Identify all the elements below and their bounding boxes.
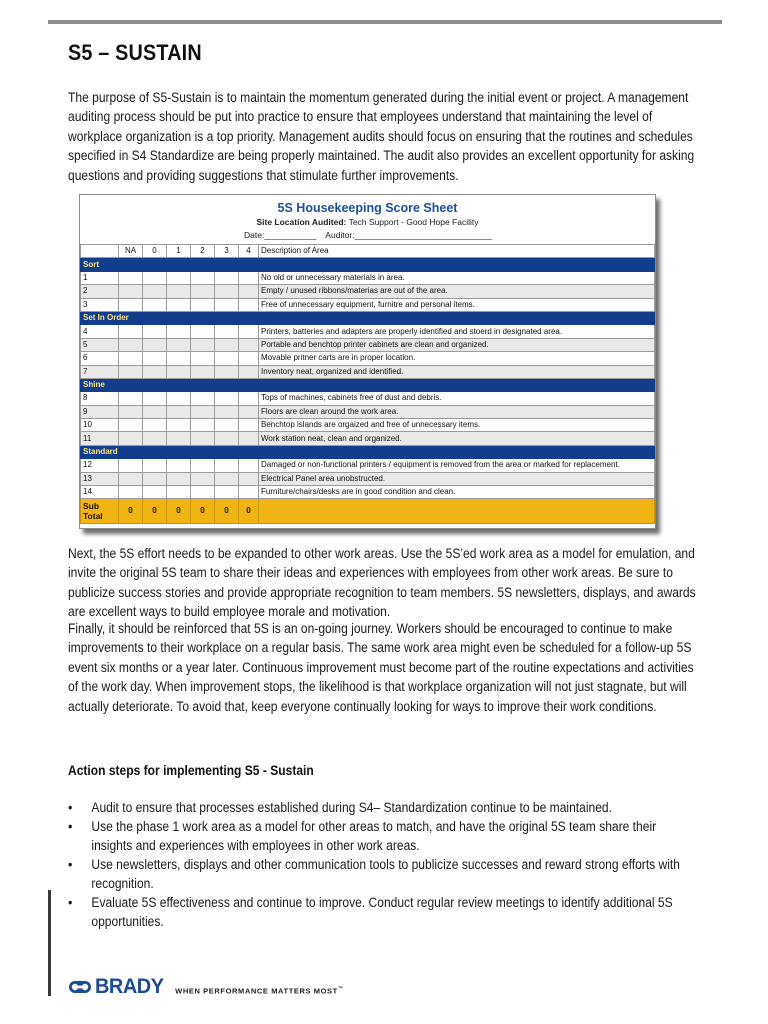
table-row <box>81 298 655 311</box>
score-cell <box>119 365 143 378</box>
column-header: 4 <box>239 245 259 258</box>
list-item: • Use newsletters, displays and other communication tools to publicize successes and reward strong efforts with recognition. <box>68 855 689 893</box>
trademark-mark: ™ <box>337 986 344 993</box>
score-cell <box>239 365 259 378</box>
subtotal-value: 0 <box>119 499 143 524</box>
subtotal-value: 0 <box>239 499 259 524</box>
item-number: 7 <box>81 365 119 378</box>
score-cell <box>239 338 259 351</box>
score-cell <box>119 432 143 445</box>
item-number: 2 <box>81 285 119 298</box>
item-number: 6 <box>81 352 119 365</box>
item-number: 12 <box>81 459 119 472</box>
score-cell <box>143 271 167 284</box>
score-cell <box>239 352 259 365</box>
subtotal-filler <box>259 499 655 524</box>
item-number: 1 <box>81 271 119 284</box>
section-row <box>81 258 655 271</box>
score-cell <box>239 405 259 418</box>
score-cell <box>119 271 143 284</box>
score-cell <box>191 472 215 485</box>
score-sheet-header <box>80 195 655 244</box>
score-table <box>80 244 655 524</box>
column-header: Description of Area <box>259 245 655 258</box>
site-location-value: Tech Support - Good Hope Facility <box>348 217 479 227</box>
table-header-row <box>81 245 655 258</box>
score-cell <box>191 325 215 338</box>
journey-paragraph: Finally, it should be reinforced that 5S is an on-going journey. Workers should be encouraged to continue to make improvements to their workplace on a regular basis. The same work area might even be scheduled for a follow-up 5S event six months or a year later. Continuous improvement must become part of the routine expectations and activities of the work day. When improvement stops, the likelihood is that workplace organization will not just stagnate, but will actually deteriorate. To avoid that, keep everyone continually looking for ways to improve their work conditions. <box>68 621 694 714</box>
section-row <box>81 311 655 324</box>
margin-bar <box>48 890 51 996</box>
score-cell <box>143 432 167 445</box>
score-cell <box>215 459 239 472</box>
score-cell <box>191 271 215 284</box>
section-label: Set In Order <box>81 311 655 324</box>
score-cell <box>239 271 259 284</box>
item-description: Printers, batteries and adapters are properly identified and stoerd in designated area. <box>259 325 655 338</box>
score-cell <box>119 338 143 351</box>
expansion-paragraph: Next, the 5S effort needs to be expanded to other work areas. Use the 5S’ed work area as a model for emulation, and invite the original 5S team to share their ideas and experiences with employees from other work areas. Be sure to publicize success stories and provide appropriate recognition to team members. 5S newsletters, displays, and awards are excellent ways to build employee morale and motivation. <box>68 546 696 620</box>
item-number: 14 <box>81 486 119 499</box>
subtotal-value: 0 <box>143 499 167 524</box>
site-location <box>80 217 655 227</box>
column-header: NA <box>119 245 143 258</box>
item-description: Portable and benchtop printer cabinets are clean and organized. <box>259 338 655 351</box>
score-cell <box>215 419 239 432</box>
score-cell <box>119 459 143 472</box>
score-cell <box>167 352 191 365</box>
item-number: 13 <box>81 472 119 485</box>
score-cell <box>143 486 167 499</box>
score-cell <box>239 285 259 298</box>
score-cell <box>191 432 215 445</box>
table-row <box>81 486 655 499</box>
score-cell <box>239 298 259 311</box>
score-sheet-title: 5S Housekeeping Score Sheet <box>277 201 458 215</box>
score-cell <box>167 432 191 445</box>
subtotal-label: Sub Total <box>81 499 119 524</box>
score-cell <box>167 338 191 351</box>
item-number: 10 <box>81 419 119 432</box>
brady-logo-icon <box>69 978 91 996</box>
table-row <box>81 472 655 485</box>
subtotal-value: 0 <box>191 499 215 524</box>
score-cell <box>119 325 143 338</box>
score-cell <box>119 419 143 432</box>
score-cell <box>191 405 215 418</box>
score-cell <box>143 472 167 485</box>
table-row <box>81 432 655 445</box>
subtotal-row <box>81 499 655 524</box>
list-item: • Use the phase 1 work area as a model for other areas to match, and have the original 5S team share their insights and experiences with employees in other work areas. <box>68 817 689 855</box>
score-cell <box>143 338 167 351</box>
column-header: 0 <box>143 245 167 258</box>
score-cell <box>239 419 259 432</box>
table-row <box>81 392 655 405</box>
action-steps-heading: Action steps for implementing S5 - Sustain <box>68 763 314 778</box>
item-number: 3 <box>81 298 119 311</box>
score-cell <box>215 365 239 378</box>
subtotal-value: 0 <box>215 499 239 524</box>
action-steps-list <box>68 798 689 931</box>
score-cell <box>167 419 191 432</box>
score-cell <box>215 285 239 298</box>
score-cell <box>191 298 215 311</box>
score-sheet <box>79 194 656 529</box>
score-cell <box>167 392 191 405</box>
score-cell <box>239 325 259 338</box>
score-cell <box>215 486 239 499</box>
score-cell <box>143 365 167 378</box>
site-location-label: Site Location Audited: <box>256 217 347 227</box>
column-header: 3 <box>215 245 239 258</box>
score-cell <box>143 419 167 432</box>
list-item: • Audit to ensure that processes established during S4– Standardization continue to be maintained. <box>68 798 689 817</box>
score-cell <box>239 486 259 499</box>
score-cell <box>167 405 191 418</box>
list-item: • Evaluate 5S effectiveness and continue to improve. Conduct regular review meetings to identify additional 5S opportunities. <box>68 893 689 931</box>
item-description: Benchtop islands are orgaized and free of unnecessary items. <box>259 419 655 432</box>
score-cell <box>119 285 143 298</box>
score-cell <box>167 285 191 298</box>
item-description: Movable pritner carts are in proper location. <box>259 352 655 365</box>
table-row <box>81 285 655 298</box>
section-row <box>81 445 655 458</box>
item-description: Damaged or non-functional printers / equipment is removed from the area or marked for replacement. <box>259 459 655 472</box>
item-description: Tops of machines, cabinets free of dust and debris. <box>259 392 655 405</box>
brady-logo <box>69 975 343 999</box>
table-row <box>81 419 655 432</box>
score-cell <box>167 486 191 499</box>
score-cell <box>215 392 239 405</box>
score-cell <box>119 352 143 365</box>
score-cell <box>239 459 259 472</box>
subtotal-value: 0 <box>167 499 191 524</box>
score-cell <box>143 325 167 338</box>
score-cell <box>191 486 215 499</box>
score-cell <box>119 392 143 405</box>
item-number: 8 <box>81 392 119 405</box>
top-rule <box>48 20 722 24</box>
item-description: Furniture/chairs/desks are in good condition and clean. <box>259 486 655 499</box>
score-cell <box>167 325 191 338</box>
score-cell <box>215 405 239 418</box>
score-cell <box>167 298 191 311</box>
score-cell <box>191 459 215 472</box>
score-cell <box>143 459 167 472</box>
score-cell <box>215 271 239 284</box>
column-header: 1 <box>167 245 191 258</box>
score-cell <box>239 392 259 405</box>
score-cell <box>191 338 215 351</box>
score-cell <box>191 419 215 432</box>
score-cell <box>143 405 167 418</box>
table-row <box>81 352 655 365</box>
score-cell <box>167 365 191 378</box>
section-label: Sort <box>81 258 655 271</box>
table-row <box>81 459 655 472</box>
item-description: Empty / unused ribbons/materias are out of the area. <box>259 285 655 298</box>
item-description: Work station neat, clean and organized. <box>259 432 655 445</box>
score-cell <box>215 298 239 311</box>
section-label: Standard <box>81 445 655 458</box>
brand-tagline-text: WHEN PERFORMANCE MATTERS MOST <box>175 986 338 996</box>
score-cell <box>119 486 143 499</box>
score-cell <box>143 352 167 365</box>
intro-paragraph: The purpose of S5-Sustain is to maintain the momentum generated during the initial event or project. A management auditing process should be put into practice to ensure that employees understand that maintaining the level of workplace organization is a top priority. Management audits should focus on ensuring that the routines and schedules specified in S4 Standardize are being properly maintained. The audit also provides an excellent opportunity for asking questions and providing suggestions that stimulate further improvements. <box>68 90 695 183</box>
score-cell <box>119 405 143 418</box>
column-header <box>81 245 119 258</box>
score-cell <box>143 298 167 311</box>
table-row <box>81 405 655 418</box>
item-number: 5 <box>81 338 119 351</box>
item-description: No old or unnecessary materials in area. <box>259 271 655 284</box>
table-row <box>81 325 655 338</box>
score-cell <box>191 352 215 365</box>
date-auditor-line: Date:___________ Auditor:_____________________________ <box>244 230 492 240</box>
item-number: 11 <box>81 432 119 445</box>
column-header: 2 <box>191 245 215 258</box>
table-row <box>81 338 655 351</box>
section-row <box>81 378 655 391</box>
table-row <box>81 271 655 284</box>
page-title: S5 – SUSTAIN <box>68 40 202 65</box>
score-cell <box>167 459 191 472</box>
section-label: Shine <box>81 378 655 391</box>
score-cell <box>215 338 239 351</box>
score-cell <box>119 298 143 311</box>
brand-tagline <box>175 986 343 996</box>
score-cell <box>167 472 191 485</box>
score-cell <box>191 392 215 405</box>
score-cell <box>191 285 215 298</box>
score-cell <box>119 472 143 485</box>
item-number: 9 <box>81 405 119 418</box>
score-cell <box>191 365 215 378</box>
brand-wordmark: BRADY <box>95 975 164 998</box>
score-cell <box>239 432 259 445</box>
score-cell <box>167 271 191 284</box>
item-description: Free of unnecessary equipment, furnitre and personal items. <box>259 298 655 311</box>
score-cell <box>215 352 239 365</box>
item-description: Electrical Panel area unobstructed. <box>259 472 655 485</box>
item-number: 4 <box>81 325 119 338</box>
table-row <box>81 365 655 378</box>
score-cell <box>215 472 239 485</box>
score-cell <box>239 472 259 485</box>
score-cell <box>143 285 167 298</box>
score-cell <box>215 432 239 445</box>
score-cell <box>143 392 167 405</box>
score-cell <box>215 325 239 338</box>
item-description: Floors are clean around the work area. <box>259 405 655 418</box>
item-description: Inventory neat, organized and identified. <box>259 365 655 378</box>
